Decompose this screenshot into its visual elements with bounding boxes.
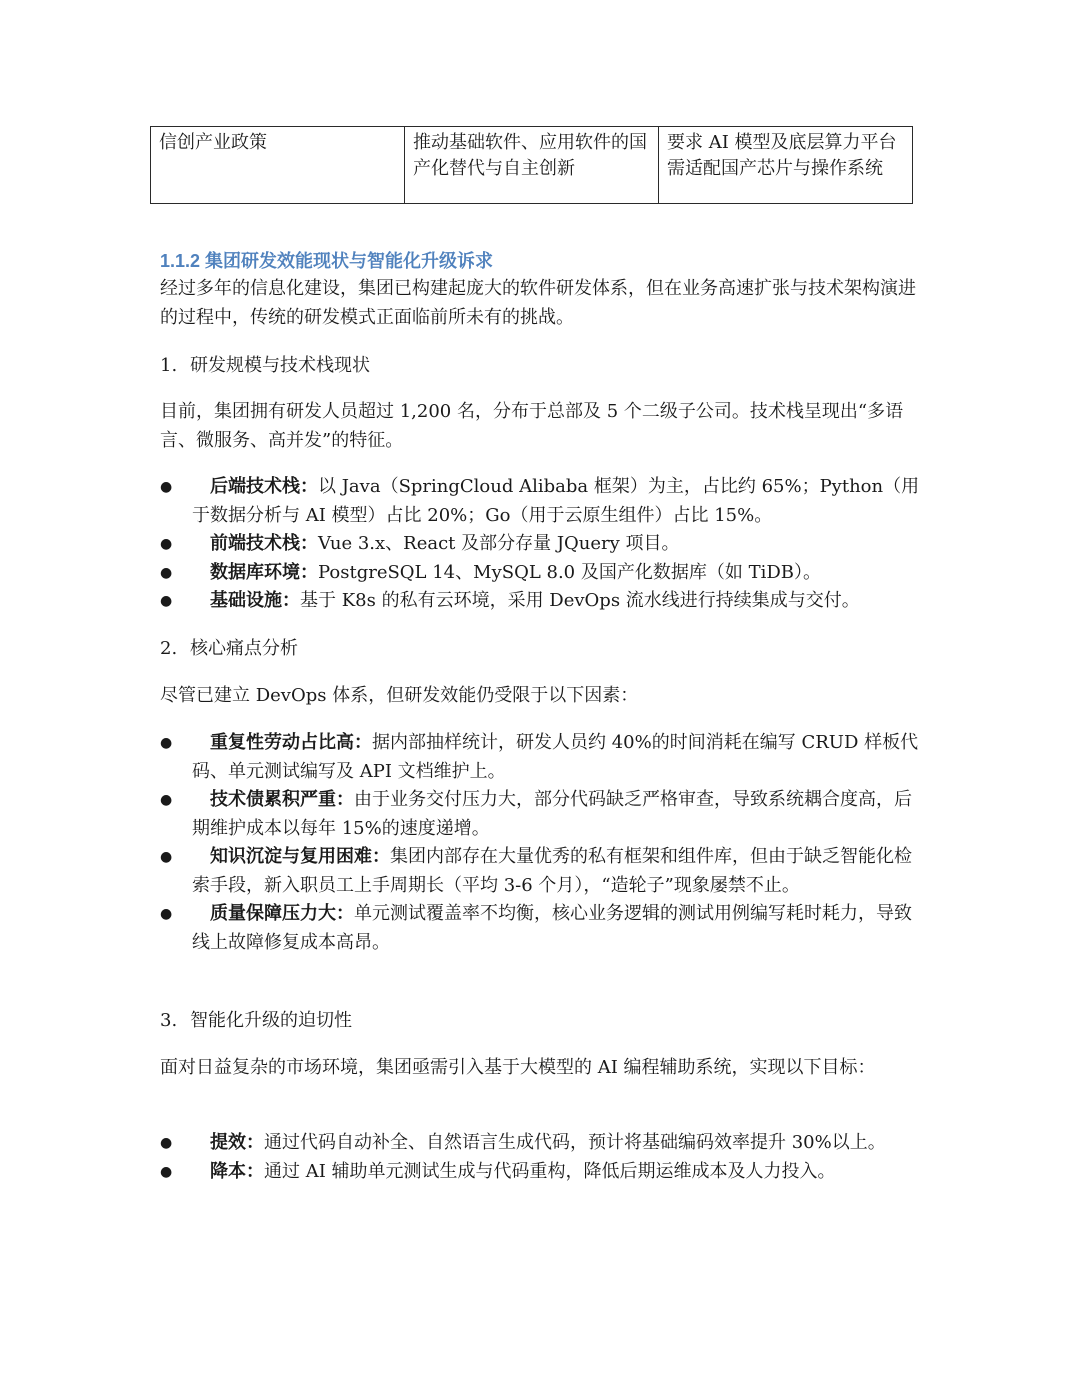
subheading-2 <box>160 635 298 663</box>
bullet-icon: ● <box>160 536 173 552</box>
bullet-icon: ● <box>160 849 173 865</box>
list-item: ● 基础设施：基于 K8s 的私有云环境，采用 DevOps 流水线进行持续集成与交付。 <box>160 587 925 616</box>
list-item: ● 降本：通过 AI 辅助单元测试生成与代码重构，降低后期运维成本及人力投入。 <box>160 1158 925 1187</box>
section-heading: 1.1.2 集团研发效能现状与智能化升级诉求 <box>160 251 494 271</box>
subheading-title: 智能化升级的迫切性 <box>190 1010 352 1031</box>
paragraph: 尽管已建立 DevOps 体系，但研发效能仍受限于以下因素： <box>160 685 639 706</box>
bullet-icon: ● <box>160 564 173 581</box>
table-cell: 推动基础软件、应用软件的国产化替代与自主创新 <box>405 127 659 204</box>
table-cell: 要求 AI 模型及底层算力平台需适配国产芯片与操作系统 <box>659 127 913 204</box>
paragraph: 面对日益复杂的市场环境，集团亟需引入基于大模型的 AI 编程辅助系统，实现以下目标： <box>160 1057 876 1078</box>
bullet-list-1 <box>160 473 925 616</box>
list-item: ● 前端技术栈：Vue 3.x、React 及部分存量 JQuery 项目。 <box>160 530 925 559</box>
bullet-list-3 <box>160 1129 925 1186</box>
subheading-title: 核心痛点分析 <box>190 638 298 659</box>
list-item: ● 重复性劳动占比高：据内部抽样统计，研发人员约 40%的时间消耗在编写 CRUD 样板代码、单元测试编写及 API 文档维护上。 <box>160 729 925 786</box>
paragraph: 目前，集团拥有研发人员超过 1,200 名，分布于总部及 5 个二级子公司。技术栈呈现出“多语言、微服务、高并发”的特征。 <box>160 401 904 451</box>
bullet-icon: ● <box>160 735 173 751</box>
bullet-list-2 <box>160 729 925 957</box>
list-item: ● 技术债累积严重：由于业务交付压力大，部分代码缺乏严格审查，导致系统耦合度高，后期维护成本以每年 15%的速度递增。 <box>160 786 925 843</box>
policy-table <box>150 126 913 204</box>
table-cell: 信创产业政策 <box>151 127 405 204</box>
subheading-number: 1. <box>160 355 178 376</box>
bullet-icon: ● <box>160 1163 173 1180</box>
list-item: ● 后端技术栈：以 Java（SpringCloud Alibaba 框架）为主，占比约 65%；Python（用于数据分析与 AI 模型）占比 20%；Go（用于云原生组件）占比 15%。 <box>160 473 925 530</box>
subheading-title: 研发规模与技术栈现状 <box>190 355 370 376</box>
table-row <box>151 127 913 204</box>
list-item: ● 质量保障压力大：单元测试覆盖率不均衡，核心业务逻辑的测试用例编写耗时耗力，导致线上故障修复成本高昂。 <box>160 900 925 957</box>
subheading-1 <box>160 352 370 380</box>
list-item: ● 数据库环境：PostgreSQL 14、MySQL 8.0 及国产化数据库（如 TiDB）。 <box>160 559 925 588</box>
bullet-icon: ● <box>160 906 173 922</box>
subheading-number: 3. <box>160 1010 178 1031</box>
list-item: ● 提效：通过代码自动补全、自然语言生成代码，预计将基础编码效率提升 30%以上。 <box>160 1129 925 1158</box>
subheading-3 <box>160 1007 352 1035</box>
bullet-icon: ● <box>160 479 173 495</box>
bullet-icon: ● <box>160 593 173 609</box>
section-intro: 经过多年的信息化建设，集团已构建起庞大的软件研发体系，但在业务高速扩张与技术架构演进的过程中，传统的研发模式正面临前所未有的挑战。 <box>160 278 916 328</box>
bullet-icon: ● <box>160 1135 173 1151</box>
bullet-icon: ● <box>160 792 173 808</box>
list-item: ● 知识沉淀与复用困难：集团内部存在大量优秀的私有框架和组件库，但由于缺乏智能化检索手段，新入职员工上手周期长（平均 3-6 个月），“造轮子”现象屡禁不止。 <box>160 843 925 900</box>
subheading-number: 2. <box>160 638 178 659</box>
